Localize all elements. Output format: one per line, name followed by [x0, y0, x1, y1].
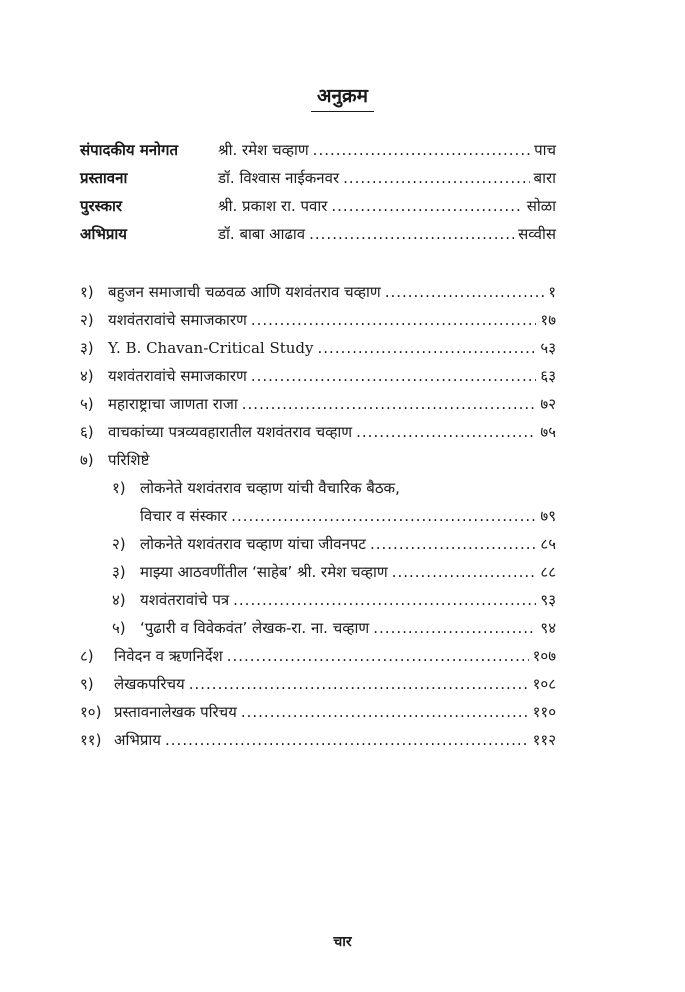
dot-leader — [165, 731, 529, 749]
toc-title: बहुजन समाजाची चळवळ आणि यशवंतराव चव्हाण — [108, 283, 381, 301]
toc-title: प्रस्तावनालेखक परिचय — [114, 703, 237, 721]
toc-entry — [80, 282, 556, 306]
toc-entry — [80, 338, 556, 362]
toc-number: ४) — [80, 367, 94, 385]
front-matter-label: संपादकीय मनोगत — [80, 141, 179, 159]
page-number: ११२ — [532, 731, 556, 749]
toc-title: यशवंतरावांचे समाजकारण — [108, 311, 247, 329]
page-title — [0, 82, 685, 112]
toc-title: लेखकपरिचय — [114, 675, 185, 693]
page-number: ७९ — [540, 507, 556, 525]
page-number: बारा — [533, 169, 556, 187]
front-matter-label: प्रस्तावना — [80, 169, 128, 187]
toc-number: १०) — [80, 703, 102, 721]
toc-title: माझ्या आठवणींतील ‘साहेब’ श्री. रमेश चव्हाण — [140, 563, 388, 581]
front-matter-label: पुरस्कार — [80, 197, 123, 215]
toc-entry — [80, 422, 556, 446]
front-matter-row — [80, 224, 556, 248]
toc-number: ११) — [80, 731, 102, 749]
dot-leader — [189, 675, 529, 693]
page-number: सव्वीस — [518, 225, 556, 243]
toc-title: लोकनेते यशवंतराव चव्हाण यांचा जीवनपट — [140, 535, 366, 553]
toc-subentry — [112, 590, 556, 614]
toc-subentry — [112, 618, 556, 642]
page-number: पाच — [534, 141, 556, 159]
front-matter-author: डॉ. बाबा आढाव — [218, 225, 306, 243]
toc-number: ३) — [80, 339, 94, 357]
toc-entry — [80, 730, 556, 754]
dot-leader — [392, 563, 537, 581]
toc-entry — [80, 394, 556, 418]
front-matter-label: अभिप्राय — [80, 225, 128, 243]
page-number: ११० — [532, 703, 556, 721]
page-number: ९४ — [540, 619, 556, 637]
toc-number: ७) — [80, 451, 94, 469]
toc-number: ४) — [112, 591, 126, 609]
front-matter-row — [80, 168, 556, 192]
toc-title: यशवंतरावांचे समाजकारण — [108, 367, 247, 385]
page-title-text: अनुक्रम — [311, 82, 374, 112]
page-number: ८८ — [540, 563, 556, 581]
toc-title: परिशिष्टे — [108, 451, 150, 469]
dot-leader — [241, 703, 529, 721]
dot-leader — [343, 169, 529, 187]
page-number: १०७ — [532, 647, 556, 665]
dot-leader — [251, 311, 537, 329]
front-matter-row — [80, 196, 556, 220]
front-matter-author: डॉ. विश्वास नाईकनवर — [218, 169, 340, 187]
dot-leader — [231, 507, 536, 525]
toc-number: १) — [80, 283, 94, 301]
front-matter-author: श्री. रमेश चव्हाण — [218, 141, 309, 159]
toc-subentry — [112, 478, 556, 502]
page-number: ६३ — [540, 367, 556, 385]
toc-title: Y. B. Chavan-Critical Study — [108, 339, 314, 357]
dot-leader — [370, 535, 536, 553]
toc-number: ५) — [80, 395, 94, 413]
toc-number: २) — [112, 535, 126, 553]
toc-number: १) — [112, 479, 126, 497]
dot-leader — [242, 395, 537, 413]
dot-leader — [373, 619, 536, 637]
toc-title: अभिप्राय — [114, 731, 162, 749]
dot-leader — [233, 591, 536, 609]
page-number: १०८ — [532, 675, 556, 693]
dot-leader — [251, 367, 537, 385]
toc-title: विचार व संस्कार — [140, 507, 228, 525]
dot-leader — [318, 339, 537, 357]
toc-entry — [80, 646, 556, 670]
toc-subentry — [140, 506, 556, 530]
toc-number: ३) — [112, 563, 126, 581]
toc-entry — [80, 366, 556, 390]
toc-entry — [80, 310, 556, 334]
dot-leader — [227, 647, 529, 665]
dot-leader — [356, 423, 536, 441]
dot-leader — [313, 141, 530, 159]
toc-number: ८) — [80, 647, 94, 665]
toc-entry — [80, 450, 556, 474]
toc-title: वाचकांच्या पत्रव्यवहारातील यशवंतराव चव्हाण — [108, 423, 353, 441]
toc-entry — [80, 674, 556, 698]
page-number: ५३ — [540, 339, 556, 357]
toc-number: ६) — [80, 423, 94, 441]
toc-subentry — [112, 562, 556, 586]
page-number: १७ — [540, 311, 556, 329]
toc-entry — [80, 702, 556, 726]
page-number: ८५ — [540, 535, 556, 553]
toc-number: २) — [80, 311, 94, 329]
dot-leader — [385, 283, 545, 301]
page-number: ७५ — [540, 423, 556, 441]
toc-title: ‘पुढारी व विवेकवंत’ लेखक-रा. ना. चव्हाण — [140, 619, 370, 637]
dot-leader — [309, 225, 514, 243]
page-number: ७२ — [540, 395, 556, 413]
toc-title: निवेदन व ऋणनिर्देश — [114, 647, 223, 665]
front-matter-author: श्री. प्रकाश रा. पवार — [218, 197, 328, 215]
dot-leader — [331, 197, 522, 215]
page-footer-number: चार — [333, 934, 352, 950]
toc-subentry — [112, 534, 556, 558]
toc-number: ९) — [80, 675, 94, 693]
toc-title: यशवंतरावांचे पत्र — [140, 591, 230, 609]
page-number: १ — [548, 283, 556, 301]
front-matter-row — [80, 140, 556, 164]
toc-title: लोकनेते यशवंतराव चव्हाण यांची वैचारिक बैठक, — [140, 479, 400, 497]
toc-title: महाराष्ट्राचा जाणता राजा — [108, 395, 238, 413]
page-number: सोळा — [526, 197, 556, 215]
page-number: ९३ — [540, 591, 556, 609]
toc-number: ५) — [112, 619, 126, 637]
